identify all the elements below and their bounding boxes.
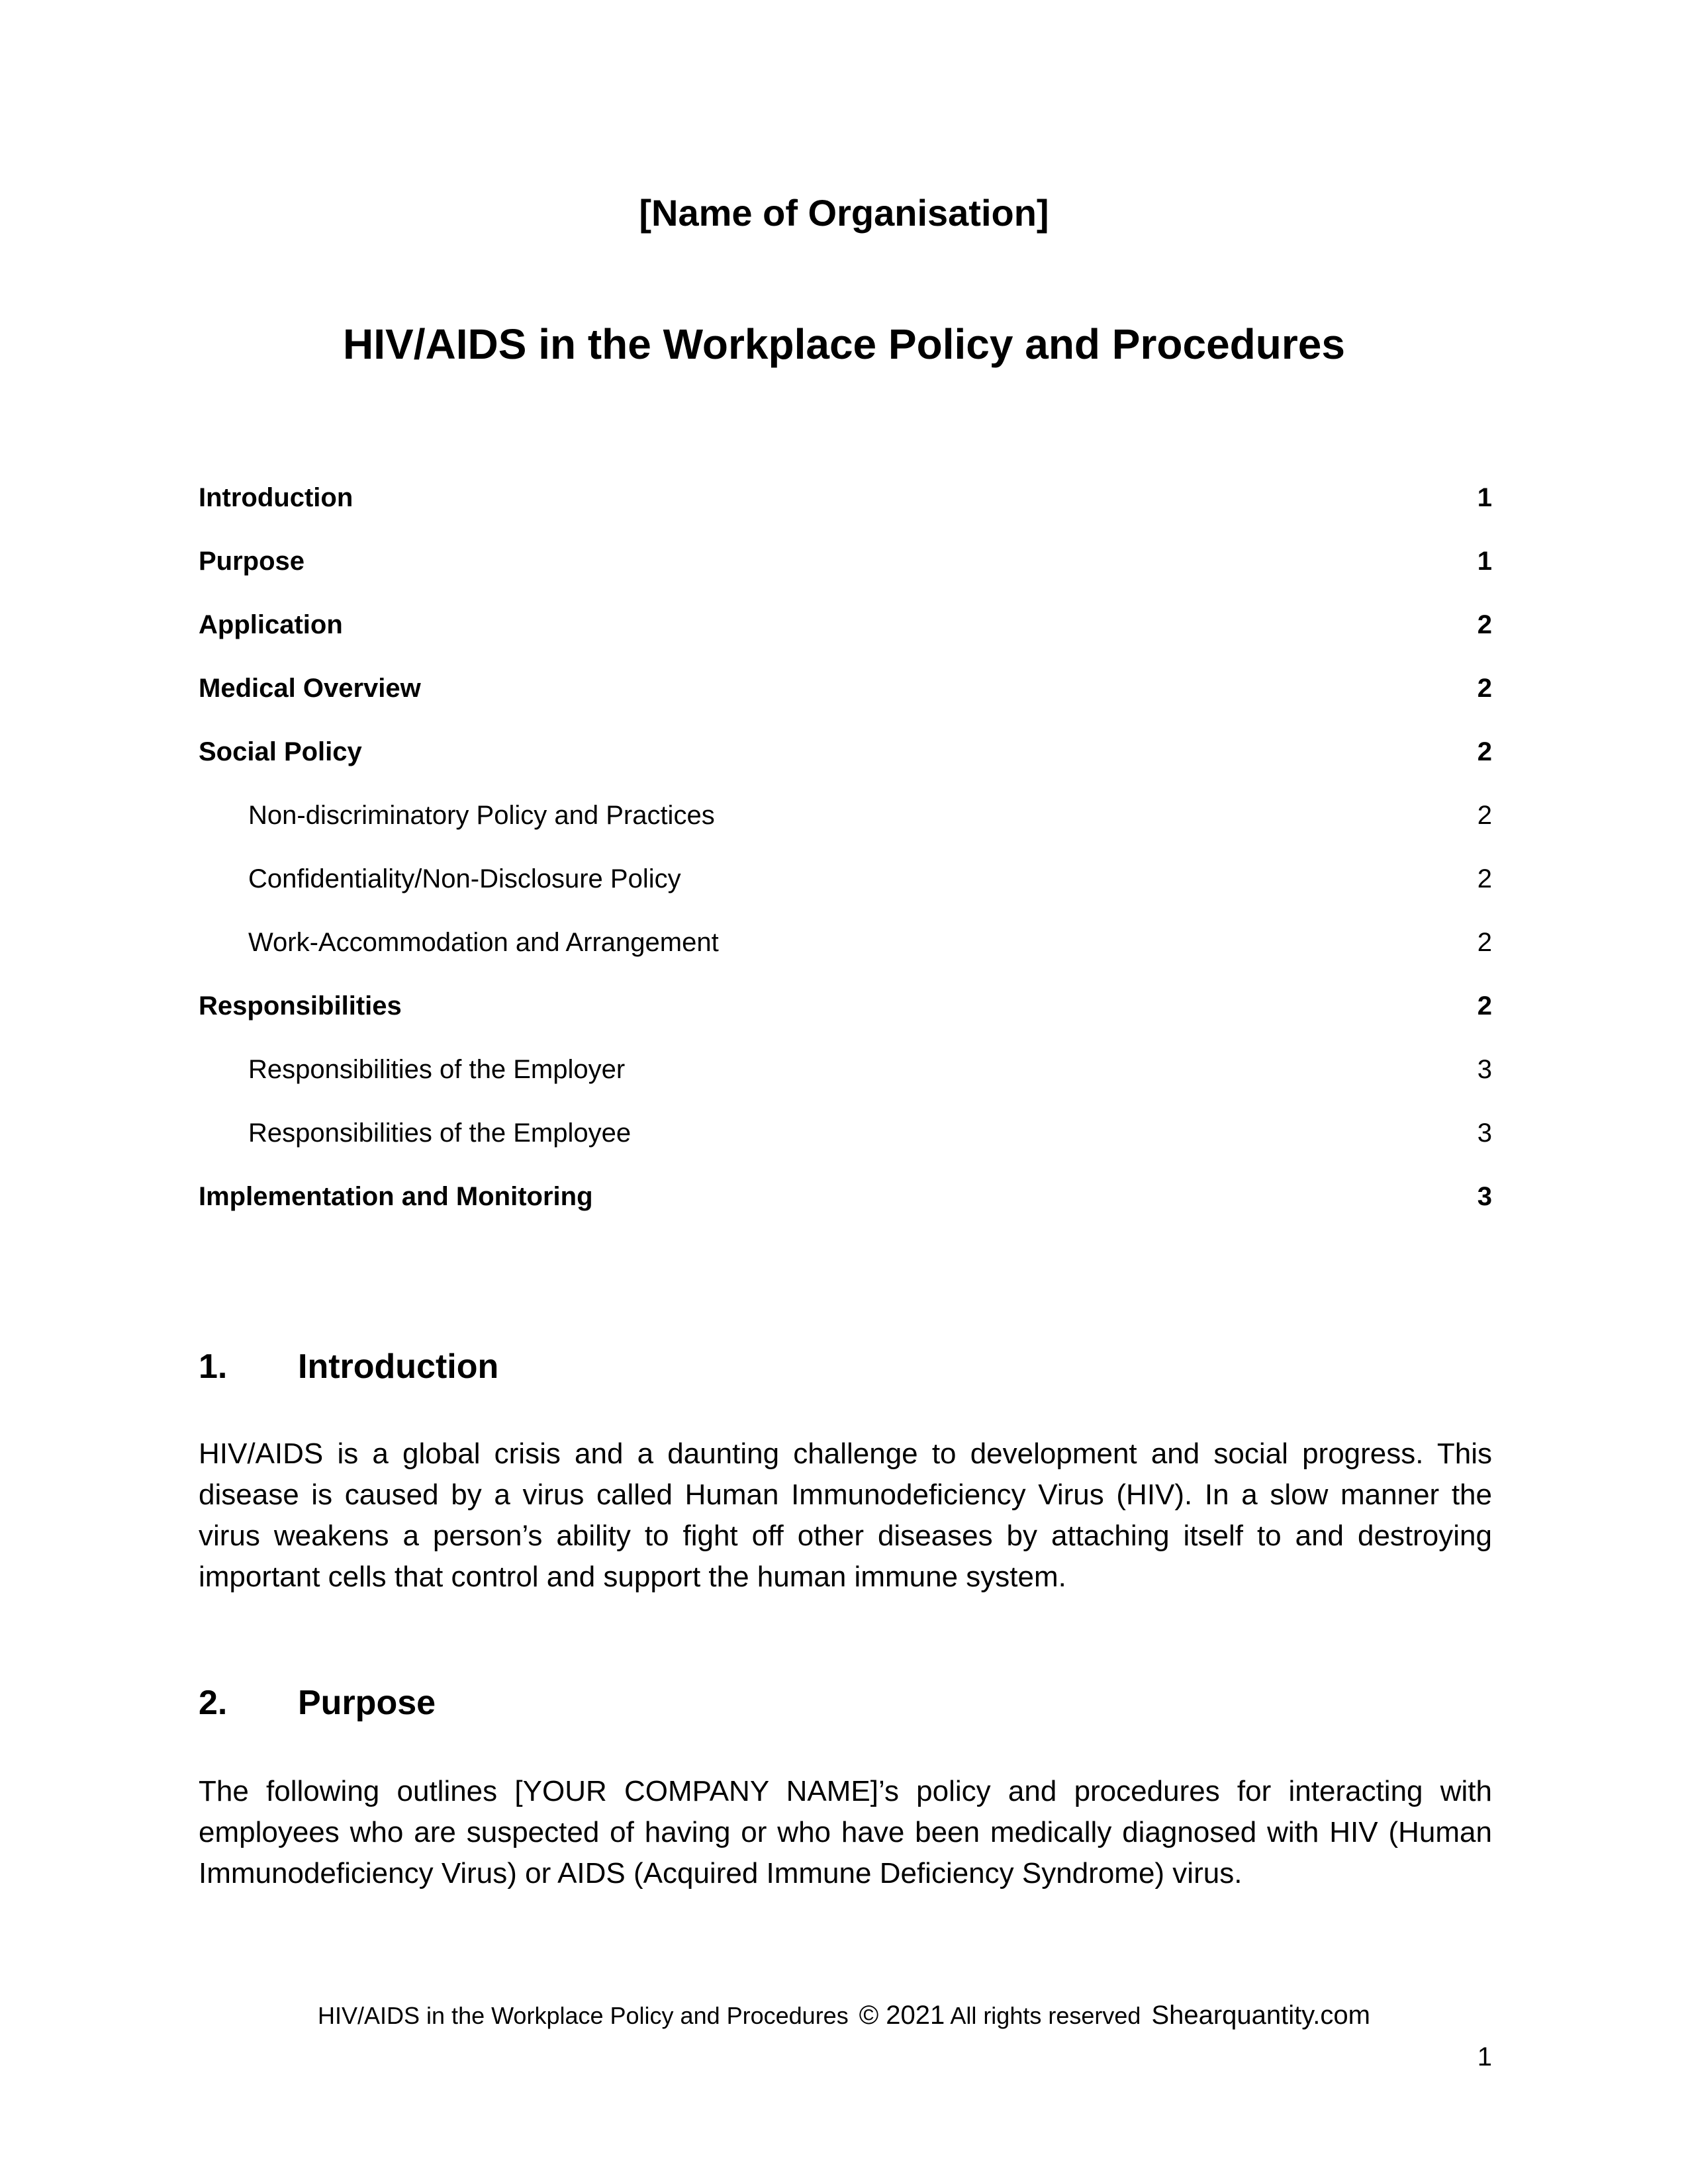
toc-entry-non-discriminatory-policy[interactable] [199, 797, 1492, 860]
toc-entry-introduction[interactable] [199, 479, 1492, 543]
introduction-paragraph: HIV/AIDS is a global crisis and a daunting challenge to development and social progress. This disease is caused by a virus called Human Immunodeficiency Virus (HIV). In a slow manner the virus weakens a person’s ability to fight off other diseases by attaching itself to and destroying important cells that control and support the human immune system. [199, 1437, 1492, 1593]
toc-entry-label: Purpose [199, 547, 305, 576]
toc-entry-responsibilities[interactable] [199, 987, 1492, 1051]
toc-entry-page: 3 [1477, 1182, 1492, 1211]
toc-entry-purpose[interactable] [199, 543, 1492, 606]
organisation-name: [Name of Organisation] [639, 192, 1049, 234]
section-number: 1. [199, 1347, 228, 1386]
toc-entry-label: Introduction [199, 483, 353, 512]
toc-entry-confidentiality-policy[interactable] [199, 860, 1492, 924]
footer-rights: All rights reserved [950, 2002, 1141, 2029]
toc-entry-label: Application [199, 610, 343, 639]
toc-entry-page: 2 [1477, 674, 1492, 703]
toc-entry-label: Work-Accommodation and Arrangement [248, 928, 719, 957]
toc-entry-implementation-monitoring[interactable] [199, 1178, 1492, 1242]
footer-site: Shearquantity.com [1151, 2001, 1370, 2030]
toc-entry-page: 2 [1477, 737, 1492, 766]
toc-entry-employee-responsibilities[interactable] [199, 1115, 1492, 1178]
purpose-paragraph: The following outlines [YOUR COMPANY NAME]’s policy and procedures for interacting with employees who are suspected of having or who have been medically diagnosed with HIV (Human Immunodeficiency Virus) or AIDS (Acquired Immune Deficiency Syndrome) virus. [199, 1775, 1492, 1889]
toc-entry-employer-responsibilities[interactable] [199, 1051, 1492, 1115]
toc-entry-label: Social Policy [199, 737, 362, 766]
toc-entry-page: 3 [1477, 1055, 1492, 1084]
footer-copyright: © 2021 [859, 2001, 945, 2030]
toc-entry-page: 2 [1477, 864, 1492, 893]
toc-entry-page: 2 [1477, 991, 1492, 1021]
toc-entry-work-accommodation[interactable] [199, 924, 1492, 987]
toc-entry-label: Non-discriminatory Policy and Practices [248, 801, 715, 830]
toc-entry-page: 2 [1477, 928, 1492, 957]
section-heading-purpose [199, 1680, 436, 1726]
section-number: 2. [199, 1684, 228, 1722]
toc-entry-page: 2 [1477, 610, 1492, 639]
toc-entry-social-policy[interactable] [199, 733, 1492, 797]
table-of-contents [199, 479, 1492, 1242]
section-heading-introduction [199, 1343, 498, 1390]
toc-entry-application[interactable] [199, 606, 1492, 670]
toc-entry-page: 1 [1477, 483, 1492, 512]
toc-entry-label: Responsibilities [199, 991, 402, 1021]
toc-entry-page: 2 [1477, 801, 1492, 830]
toc-entry-label: Responsibilities of the Employer [248, 1055, 626, 1084]
toc-entry-label: Responsibilities of the Employee [248, 1118, 632, 1148]
section-title: Purpose [298, 1684, 436, 1722]
page-footer [0, 1999, 1688, 2032]
footer-document-title: HIV/AIDS in the Workplace Policy and Procedures [318, 2002, 849, 2029]
toc-entry-medical-overview[interactable] [199, 670, 1492, 733]
page-number: 1 [1477, 2042, 1492, 2071]
toc-entry-page: 1 [1477, 547, 1492, 576]
section-title: Introduction [298, 1347, 499, 1386]
toc-entry-page: 3 [1477, 1118, 1492, 1148]
toc-entry-label: Medical Overview [199, 674, 421, 703]
toc-entry-label: Implementation and Monitoring [199, 1182, 593, 1211]
document-title: HIV/AIDS in the Workplace Policy and Procedures [343, 320, 1345, 368]
toc-entry-label: Confidentiality/Non-Disclosure Policy [248, 864, 681, 893]
